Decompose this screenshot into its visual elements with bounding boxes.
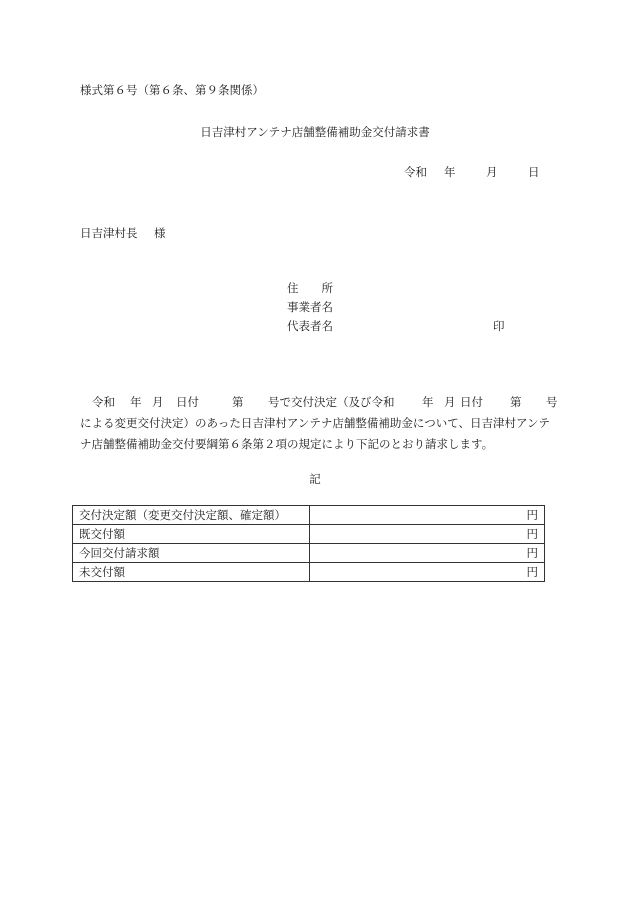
yen-unit: 円 xyxy=(526,546,538,560)
body-month-2: 月 xyxy=(444,395,456,409)
table-row xyxy=(73,544,545,563)
addressee-name: 日吉津村長 xyxy=(80,226,138,240)
row-amount-field[interactable] xyxy=(310,506,545,525)
form-number: 様式第６号（第６条、第９条関係） xyxy=(80,83,264,97)
addressee-suffix: 様 xyxy=(154,226,166,240)
yen-unit: 円 xyxy=(526,508,538,522)
body-dai-2: 第 xyxy=(510,395,522,409)
date-year: 年 xyxy=(444,165,456,179)
business-name-label: 事業者名 xyxy=(287,300,333,314)
address-label: 住 所 xyxy=(287,281,333,295)
body-month: 月 xyxy=(152,395,164,409)
yen-unit: 円 xyxy=(526,527,538,541)
representative-label: 代表者名 xyxy=(287,319,333,333)
body-go-2: 号 xyxy=(546,395,558,409)
date-month: 月 xyxy=(486,165,498,179)
row-label: 未交付額 xyxy=(73,563,310,582)
date-era: 令和 xyxy=(404,165,427,179)
row-label: 交付決定額（変更交付決定額、確定額） xyxy=(73,506,310,525)
table-row xyxy=(73,506,545,525)
body-line-1 xyxy=(80,392,558,413)
body-year-2: 年 xyxy=(422,395,434,409)
row-amount-field[interactable] xyxy=(310,544,545,563)
body-day-date: 日付 xyxy=(176,395,199,409)
row-label: 今回交付請求額 xyxy=(73,544,310,563)
document-title: 日吉津村アンテナ店舗整備補助金交付請求書 xyxy=(200,125,430,139)
request-body xyxy=(80,392,558,455)
body-year: 年 xyxy=(130,395,142,409)
row-amount-field[interactable] xyxy=(310,525,545,544)
body-line-2: による変更交付決定）のあった日吉津村アンテナ店舗整備補助金について、日吉津村アンテ xyxy=(80,416,550,430)
seal-mark: 印 xyxy=(493,319,505,333)
date-day: 日 xyxy=(528,165,540,179)
addressee xyxy=(80,225,166,241)
row-label: 既交付額 xyxy=(73,525,310,544)
body-day-date-2: 日付 xyxy=(460,395,483,409)
body-dai: 第 xyxy=(232,395,244,409)
body-line-3: ナ店舗整備補助金交付要綱第６条第２項の規定により下記のとおり請求します。 xyxy=(80,437,494,451)
ki-heading: 記 xyxy=(309,472,321,486)
body-era: 令和 xyxy=(92,395,115,409)
amounts-table xyxy=(72,505,545,582)
body-go-text: 号で交付決定（及び令和 xyxy=(268,395,395,409)
table-row xyxy=(73,525,545,544)
row-amount-field[interactable] xyxy=(310,563,545,582)
yen-unit: 円 xyxy=(526,565,538,579)
table-row xyxy=(73,563,545,582)
